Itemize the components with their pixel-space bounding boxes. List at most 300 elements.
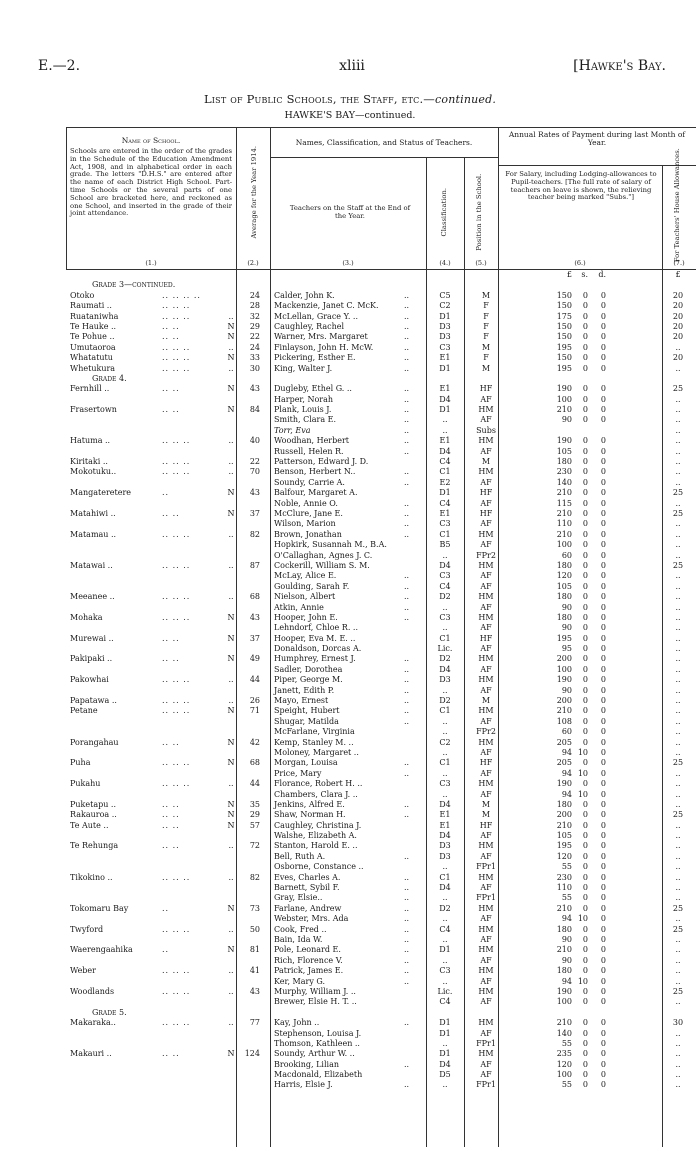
position: AF [480, 789, 492, 799]
teacher-leader-dots: .. [404, 1080, 410, 1090]
classification: E1 [439, 353, 451, 363]
teacher-name: Soundy, Arthur W. .. [274, 1049, 355, 1059]
salary-pounds: 200 [556, 654, 572, 664]
average-attendance: 22 [249, 457, 260, 467]
table-row [66, 966, 696, 976]
teacher-leader-dots: .. [404, 508, 410, 518]
teacher-name: Warner, Mrs. Margaret [274, 332, 368, 342]
pence-label: d. [598, 270, 606, 279]
teacher-name: Murphy, William J. .. [274, 986, 356, 996]
classification: .. [442, 935, 448, 944]
leader-dots: .. .. [162, 633, 180, 643]
classification: D4 [439, 560, 451, 570]
position: AF [480, 394, 492, 404]
salary-pence: 0 [600, 851, 606, 861]
col-position-header: Position in the School. [474, 173, 483, 251]
school-flag: .. [228, 592, 234, 602]
salary-shillings: 0 [582, 841, 588, 851]
teacher-name: O'Callaghan, Agnes J. C. [274, 550, 373, 560]
school-flag: N [227, 633, 235, 643]
position: FPr2 [476, 727, 496, 737]
salary-pence: 0 [600, 955, 606, 965]
salary-pounds: 120 [556, 851, 572, 861]
house-allowance: .. [675, 612, 681, 622]
classification: E2 [439, 477, 451, 487]
classification: .. [442, 914, 448, 924]
teacher-leader-dots: .. [404, 758, 410, 768]
house-allowance: .. [675, 498, 681, 508]
school-name: Puketapu .. [70, 799, 117, 809]
teacher-name: Cockerill, William S. M. [274, 560, 370, 570]
classification: C3 [439, 342, 451, 352]
leader-dots: .. .. [162, 810, 180, 820]
school-flag: N [227, 353, 235, 363]
salary-pounds: 180 [556, 592, 572, 602]
salary-shillings: 0 [582, 758, 588, 768]
teacher-leader-dots: .. [404, 301, 410, 311]
average-attendance: 84 [249, 405, 260, 415]
table-row [66, 364, 696, 374]
teacher-name: Smith, Clara E. [274, 415, 337, 425]
position: HM [478, 654, 494, 664]
average-attendance: 87 [249, 560, 260, 570]
leader-dots: .. [162, 488, 170, 498]
teacher-leader-dots: .. [404, 436, 410, 446]
salary-pounds: 210 [556, 706, 572, 716]
teacher-leader-dots: .. [404, 384, 410, 394]
classification: D4 [439, 799, 451, 809]
teacher-leader-dots: .. [404, 519, 410, 529]
salary-pounds: 230 [556, 872, 572, 882]
salary-pounds: 195 [556, 633, 572, 643]
salary-shillings: 0 [582, 706, 588, 716]
table-row [66, 322, 696, 332]
house-allowance: .. [675, 727, 681, 737]
house-allowance: .. [675, 529, 681, 539]
classification: D4 [439, 394, 451, 404]
table-row [66, 530, 696, 540]
teacher-name: Piper, George M. [274, 675, 343, 685]
average-attendance: 68 [249, 758, 260, 768]
average-attendance: 37 [249, 633, 260, 643]
classification: D3 [439, 332, 451, 342]
header-left: E.—2. [38, 58, 81, 74]
salary-pounds: 180 [556, 966, 572, 976]
teacher-leader-dots: .. [404, 903, 410, 913]
position: AF [480, 955, 492, 965]
salary-pence: 0 [600, 727, 606, 737]
house-allowance: 20 [672, 353, 684, 363]
school-name: Matamau .. [70, 529, 117, 539]
leader-dots: .. .. .. [162, 1018, 191, 1028]
house-allowance: .. [675, 592, 681, 602]
teacher-name: Janett, Edith P. [274, 685, 335, 695]
teacher-leader-dots: .. [404, 945, 410, 955]
leader-dots: .. .. .. [162, 924, 191, 934]
classification: D5 [439, 1070, 451, 1080]
table-row [66, 717, 696, 727]
school-flag: .. [228, 872, 234, 882]
salary-shillings: 0 [582, 966, 588, 976]
salary-shillings: 0 [582, 1028, 588, 1038]
position: AF [480, 685, 492, 695]
classification: .. [442, 768, 448, 778]
table-row [66, 571, 696, 581]
salary-pence: 0 [600, 633, 606, 643]
salary-shillings: 0 [582, 363, 588, 373]
teacher-name: Patrick, James E. [274, 966, 344, 976]
average-attendance: 44 [249, 675, 260, 685]
house-allowance: .. [675, 914, 681, 924]
teacher-name: Kay, John .. [274, 1018, 320, 1028]
school-flag: N [227, 384, 235, 394]
salary-pounds: 205 [556, 737, 572, 747]
average-attendance: 82 [249, 872, 260, 882]
average-attendance: 124 [244, 1049, 260, 1059]
classification: .. [442, 976, 448, 986]
position: FPr1 [476, 893, 496, 903]
salary-pounds: 210 [556, 488, 572, 498]
school-name: Te Rehunga [70, 841, 119, 851]
house-allowance: .. [675, 851, 681, 861]
salary-pence: 0 [600, 415, 606, 425]
teacher-name: Hooper, Eva M. E. .. [274, 633, 356, 643]
house-allowance: .. [675, 342, 681, 352]
salary-pence: 0 [600, 883, 606, 893]
average-attendance: 28 [249, 301, 260, 311]
school-flag: .. [228, 560, 234, 570]
salary-pounds: 94 [561, 768, 572, 778]
position: AF [480, 477, 492, 487]
salary-pounds: 90 [561, 623, 572, 633]
school-flag: N [227, 332, 235, 342]
salary-pence: 0 [600, 976, 606, 986]
table-row [66, 415, 696, 425]
salary-shillings: 10 [577, 768, 588, 778]
table-row [66, 925, 696, 935]
salary-shillings: 0 [582, 945, 588, 955]
teacher-name: McClure, Jane E. [274, 508, 343, 518]
school-name: Puha [70, 758, 91, 768]
teacher-leader-dots: .. [404, 311, 410, 321]
school-name: Makaraka.. [70, 1018, 116, 1028]
position: HM [478, 467, 494, 477]
classification: .. [442, 415, 448, 425]
school-name: Twyford [70, 924, 104, 934]
teacher-leader-dots: .. [404, 914, 410, 924]
average-attendance: 43 [249, 384, 260, 394]
school-flag: N [227, 945, 235, 955]
teacher-name: Bell, Ruth A. [274, 851, 326, 861]
leader-dots: .. .. [162, 820, 180, 830]
classification: .. [442, 747, 448, 757]
salary-pence: 0 [600, 675, 606, 685]
position: AF [480, 664, 492, 674]
position: HM [478, 436, 494, 446]
classification: Lic. [437, 644, 453, 654]
salary-pounds: 190 [556, 986, 572, 996]
salary-pence: 0 [600, 841, 606, 851]
salary-pence: 0 [600, 550, 606, 560]
house-allowance: .. [675, 415, 681, 425]
classification: D2 [439, 592, 451, 602]
col-num-1: (1.) [145, 259, 157, 267]
salary-shillings: 0 [582, 727, 588, 737]
position: M [481, 457, 491, 467]
salary-shillings: 0 [582, 986, 588, 996]
salary-pounds: 100 [556, 540, 572, 550]
salary-pounds: 100 [556, 664, 572, 674]
table-row [66, 841, 696, 851]
teacher-name: Brown, Jonathan [274, 529, 342, 539]
salary-shillings: 0 [582, 342, 588, 352]
classification: D1 [439, 1049, 451, 1059]
salary-pence: 0 [600, 602, 606, 612]
table-row [66, 1018, 696, 1028]
position: HF [479, 633, 493, 643]
salary-shillings: 0 [582, 955, 588, 965]
table-row [66, 613, 696, 623]
teacher-name: Webster, Mrs. Ada [274, 914, 349, 924]
house-allowance: 30 [672, 1018, 684, 1028]
salary-pence: 0 [600, 467, 606, 477]
leader-dots: .. .. [162, 1049, 180, 1059]
position: HF [479, 508, 493, 518]
classification: C4 [439, 924, 451, 934]
house-allowance: 25 [672, 488, 684, 498]
salary-pence: 0 [600, 789, 606, 799]
table-row [66, 634, 696, 644]
school-name: Mokotuku.. [70, 467, 117, 477]
col-rates-header: Annual Rates of Payment during last Month of Year. [508, 130, 686, 147]
teacher-name: Morgan, Louisa [274, 758, 338, 768]
leader-dots: .. [162, 903, 170, 913]
leader-dots: .. .. .. [162, 457, 191, 467]
salary-pounds: 140 [556, 1028, 572, 1038]
leader-dots: .. .. .. [162, 311, 191, 321]
salary-shillings: 0 [582, 1018, 588, 1028]
salary-pence: 0 [600, 820, 606, 830]
position: AF [480, 768, 492, 778]
leader-dots: .. .. .. [162, 353, 191, 363]
table-row [66, 499, 696, 509]
leader-dots: .. .. .. [162, 467, 191, 477]
school-name: Weber [70, 966, 96, 976]
teacher-name: Ker, Mary G. [274, 976, 326, 986]
table-row [66, 603, 696, 613]
house-allowance: .. [675, 623, 681, 633]
teacher-leader-dots: .. [404, 1059, 410, 1069]
school-flag: N [227, 799, 235, 809]
house-allowance: .. [675, 696, 681, 706]
house-allowance: .. [675, 820, 681, 830]
leader-dots: .. .. [162, 332, 180, 342]
salary-pounds: 94 [561, 976, 572, 986]
salary-pence: 0 [600, 1059, 606, 1069]
salary-shillings: 0 [582, 477, 588, 487]
salary-pounds: 150 [556, 301, 572, 311]
table-row [66, 935, 696, 945]
salary-pounds: 120 [556, 1059, 572, 1069]
teacher-name: Farlane, Andrew [274, 903, 342, 913]
salary-pounds: 90 [561, 415, 572, 425]
house-allowance: .. [675, 768, 681, 778]
col-teachers-header: Teachers on the Staff at the End of the Year. [289, 204, 411, 220]
salary-pounds: 190 [556, 779, 572, 789]
classification: C5 [439, 290, 451, 300]
salary-pence: 0 [600, 644, 606, 654]
salary-pounds: 105 [556, 581, 572, 591]
classification: C1 [439, 872, 451, 882]
salary-pounds: 105 [556, 446, 572, 456]
teacher-name: Stanton, Harold E. .. [274, 841, 358, 851]
school-flag: N [227, 654, 235, 664]
position: HF [479, 384, 493, 394]
salary-pounds: 150 [556, 321, 572, 331]
classification: C4 [439, 581, 451, 591]
house-allowance: 20 [672, 301, 684, 311]
leader-dots: .. .. .. [162, 612, 191, 622]
house-allowance: .. [675, 436, 681, 446]
salary-pounds: 94 [561, 789, 572, 799]
teacher-leader-dots: .. [404, 321, 410, 331]
grade-label: Grade 3—continued. [92, 280, 176, 290]
salary-pence: 0 [600, 612, 606, 622]
salary-pounds: 110 [556, 883, 572, 893]
table-row [66, 1049, 696, 1059]
salary-pounds: 190 [556, 436, 572, 446]
salary-pence: 0 [600, 457, 606, 467]
school-name: Petane [70, 706, 98, 716]
house-allowance: .. [675, 955, 681, 965]
salary-pence: 0 [600, 654, 606, 664]
salary-pounds: 60 [561, 550, 572, 560]
list-title-continued: continued. [435, 93, 497, 106]
leader-dots: .. .. .. [162, 363, 191, 373]
salary-pounds: 105 [556, 831, 572, 841]
table-row [66, 1070, 696, 1080]
salary-pence: 0 [600, 560, 606, 570]
table-row [66, 790, 696, 800]
school-flag: .. [228, 1018, 234, 1028]
salary-pence: 0 [600, 1028, 606, 1038]
salary-pounds: 195 [556, 841, 572, 851]
salary-shillings: 0 [582, 779, 588, 789]
salary-pounds: 190 [556, 675, 572, 685]
average-attendance: 49 [249, 654, 260, 664]
salary-pounds: 200 [556, 810, 572, 820]
position: HF [479, 820, 493, 830]
salary-pence: 0 [600, 571, 606, 581]
average-attendance: 22 [249, 332, 260, 342]
teacher-leader-dots: .. [404, 581, 410, 591]
salary-pence: 0 [600, 716, 606, 726]
salary-pounds: 120 [556, 571, 572, 581]
school-name: Woodlands [70, 986, 115, 996]
salary-shillings: 0 [582, 311, 588, 321]
teacher-leader-dots: .. [404, 425, 410, 435]
salary-shillings: 0 [582, 675, 588, 685]
salary-pence: 0 [600, 1049, 606, 1059]
salary-pence: 0 [600, 332, 606, 342]
teacher-leader-dots: .. [404, 529, 410, 539]
table-row [66, 862, 696, 872]
salary-shillings: 0 [582, 664, 588, 674]
teacher-name: Chambers, Clara J. .. [274, 789, 358, 799]
salary-pounds: 235 [556, 1049, 572, 1059]
rates-subheader-rule [498, 165, 696, 166]
school-name: Whetukura [70, 363, 116, 373]
table-row [66, 395, 696, 405]
leader-dots: .. .. .. [162, 986, 191, 996]
salary-pounds: 55 [561, 862, 572, 872]
salary-pence: 0 [600, 696, 606, 706]
table-row [66, 582, 696, 592]
house-allowance: .. [675, 862, 681, 872]
salary-pence: 0 [600, 872, 606, 882]
school-name: Raumati .. [70, 301, 112, 311]
salary-pence: 0 [600, 508, 606, 518]
salary-shillings: 0 [582, 612, 588, 622]
classification: E1 [439, 820, 451, 830]
classification: C1 [439, 633, 451, 643]
salary-shillings: 0 [582, 1038, 588, 1048]
salary-pounds: 195 [556, 363, 572, 373]
salary-pounds: 90 [561, 685, 572, 695]
house-allowance: .. [675, 893, 681, 903]
school-name: Fernhill .. [70, 384, 110, 394]
teacher-name: Soundy, Carrie A. [274, 477, 345, 487]
leader-dots: .. .. .. [162, 966, 191, 976]
teacher-leader-dots: .. [404, 685, 410, 695]
school-name: Frasertown [70, 405, 117, 415]
leader-dots: .. .. .. [162, 706, 191, 716]
classification: D4 [439, 1059, 451, 1069]
salary-pounds: 180 [556, 799, 572, 809]
table-row [66, 426, 696, 436]
house-allowance: .. [675, 1049, 681, 1059]
classification: E1 [439, 810, 451, 820]
house-allowance: .. [675, 1038, 681, 1048]
house-allowance: .. [675, 1059, 681, 1069]
average-attendance: 42 [249, 737, 260, 747]
teacher-leader-dots: .. [404, 768, 410, 778]
leader-dots: .. .. .. [162, 758, 191, 768]
grade-heading [66, 1008, 696, 1018]
salary-pence: 0 [600, 519, 606, 529]
salary-pounds: 180 [556, 560, 572, 570]
school-flag: .. [228, 342, 234, 352]
school-name: Tikokino .. [70, 872, 113, 882]
school-name: Makauri .. [70, 1049, 112, 1059]
position: F [483, 321, 489, 331]
table-row [66, 852, 696, 862]
classification: C4 [439, 997, 451, 1007]
salary-pence: 0 [600, 290, 606, 300]
house-allowance: .. [675, 519, 681, 529]
school-flag: .. [228, 779, 234, 789]
school-name: Te Aute .. [70, 820, 109, 830]
classification: D3 [439, 675, 451, 685]
house-allowance: .. [675, 664, 681, 674]
teacher-name: Caughley, Rachel [274, 321, 345, 331]
average-attendance: 24 [249, 290, 260, 300]
grade-label: Grade 4. [92, 373, 127, 383]
house-allowance: .. [675, 966, 681, 976]
teacher-leader-dots: .. [404, 955, 410, 965]
classification: E1 [439, 508, 451, 518]
salary-pounds: 210 [556, 903, 572, 913]
